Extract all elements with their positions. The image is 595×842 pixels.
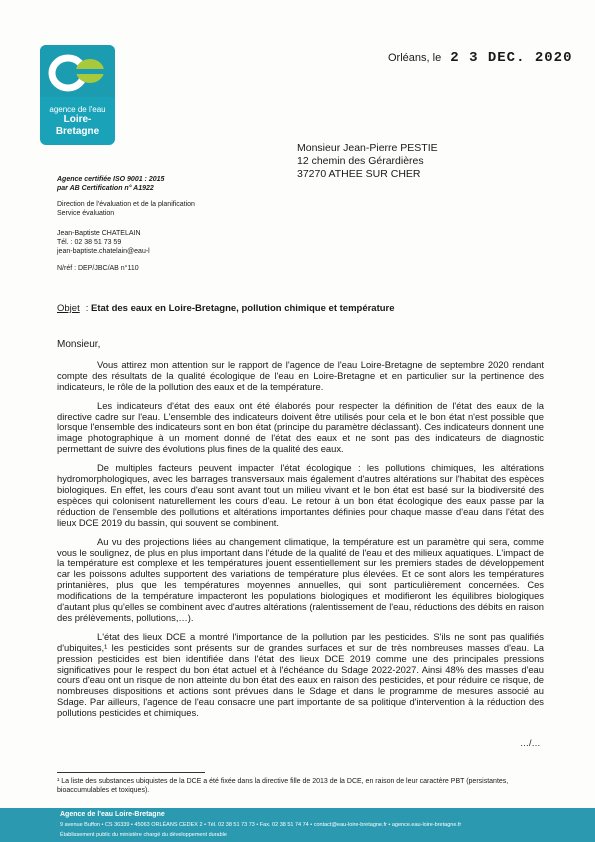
footnote-rule: [57, 772, 205, 773]
letter-body: [57, 340, 544, 727]
footer-agency-name: Agence de l'eau Loire-Bretagne: [60, 811, 165, 818]
agency-logo: [40, 45, 115, 145]
date-stamp: 2 3 DEC. 2020: [450, 50, 573, 66]
logo-line2: Loire-Bretagne: [55, 114, 100, 137]
paragraph: L'état des lieux DCE a montré l'importance de la pollution par les pesticides. S'ils ne sont pas qualifiés d'ubiquites,¹ les pesticides sont présents sur de grandes surfaces et sur de très nombreuses masses d'eau. La pression pesticides est bien identifiée dans l'état des lieux DCE 2019 comme une des principales pressions significatives pour le respect du bon état actuel et à l'échéance du Sdage 2022-2027. Ainsi 48% des masses d'eau cours d'eau ont un risque de non atteinte du bon état des eaux en raison des pesticides, et pour réduire ce risque, de nombreuses dispositions et actions sont prévues dans le Sdage et dans le programme de mesures associé au Sdage. Par ailleurs, l'agence de l'eau consacre une part importante de sa politique d'intervention à la réduction des pollutions pesticides et chimiques.: [57, 630, 544, 719]
logo-emblem: [40, 45, 115, 97]
certification: [57, 175, 164, 193]
continuation-mark: …/…: [520, 738, 541, 748]
paragraph: Vous attirez mon attention sur le rapport de l'agence de l'eau Loire-Bretagne de septembre 2020 rendant compte des résultats de la qualité écologique de l'eau en Loire-Bretagne et en particulier sur la pertinence des indicateurs, le rôle de la pollution des eaux et de la température.: [57, 358, 544, 392]
recipient-city: 37270 ATHEE SUR CHER: [297, 168, 421, 180]
paragraph: Au vu des projections liées au changement climatique, la température est un paramètre qui sera, comme vous le soulignez, de plus en plus important dans l'étude de la qualité de l'eau et des milieux aquatiques. L'impact de la température est complexe et les températures jouent essentiellement sur les premiers stades de développement car les poissons adultes supportent des variations de température plus élevées. Et ce sont alors les températures printanières, plus que les températures moyennes annuelles, qui sont particulièrement concernées. Ces modifications de la température impacteront les populations biologiques et modifieront les équilibres biologiques d'autant plus qu'elles se combinent avec d'autres altérations (ralentissement de l'eau, réductions des débits en raison des prélèvements, pollutions,…).: [57, 535, 544, 623]
footer-status: Établissement public du ministère chargé du développement durable: [60, 832, 227, 838]
sender-name: Jean-Baptiste CHATELAIN: [57, 230, 141, 237]
salutation: Monsieur,: [57, 339, 101, 350]
subject-text: Etat des eaux en Loire-Bretagne, pollution chimique et température: [91, 303, 395, 314]
logo-line1: agence de l'eau: [49, 105, 106, 114]
date-city: Orléans, le: [388, 52, 442, 64]
subject-line: Objet : Etat des eaux en Loire-Bretagne, pollution chimique et température: [57, 303, 395, 314]
paragraph: Les indicateurs d'état des eaux ont été élaborés pour respecter la définition de l'état des eaux de la directive cadre sur l'eau. L'ensemble des indicateurs doivent être utilisés pour cela et le bon état n'est possible que lorsque l'ensemble des indicateurs sont en bon état (principe du paramètre déclassant). Ces indicateurs donnent une image photographique à un moment donné de l'état des eaux et ne sont pas des indicateurs de diagnostic permettant de suivre des évolutions plus fines de la qualité des eaux.: [57, 399, 544, 455]
footer-address: 9 avenue Buffon • CS 36339 • 45063 ORLÉANS CEDEX 2 • Tél. 02 38 51 73 73 • Fax. 02 38 51 74 74 • contact@eau-loire-bretagne.fr • agence.eau-loire-bretagne.fr: [60, 822, 462, 828]
footnote: ¹ La liste des substances ubiquistes de la DCE a été fixée dans la directive fille de 2013 de la DCE, en raison de leur caractère PBT (persistantes, bioaccumulables et toxiques).: [57, 778, 509, 794]
sender-contact: [57, 229, 150, 256]
letter-date: [388, 50, 572, 66]
reference: N/réf : DEP/JBC/AB n°110: [57, 265, 139, 272]
sender-phone: Tél. : 02 38 51 73 59: [57, 239, 122, 246]
page-footer: [0, 808, 595, 842]
paragraph: De multiples facteurs peuvent impacter l'état écologique : les pollutions chimiques, les altérations hydromorphologiques, avec les barrages transversaux mais également d'autres altérations sur l'habitat des espèces biologiques. En effet, les cours d'eau sont avant tout un milieu vivant et le bon état est basé sur la biodiversité des espèces qui colonisent naturellement les cours d'eau. Le retour à un bon état écologique des eaux passe par la réduction de l'ensemble des pollutions et altérations importantes définies pour chaque masse d'eau dans l'état des lieux DCE 2019 du bassin, qui souvent se combinent.: [57, 462, 544, 528]
certification-line2: par AB Certification n° A1922: [57, 185, 154, 192]
sender-email: jean-baptiste.chatelain@eau-l: [57, 248, 150, 255]
subject-label: Objet: [57, 303, 80, 314]
recipient-name: Monsieur Jean-Pierre PESTIE: [297, 142, 438, 154]
direction: [57, 200, 195, 218]
recipient-street: 12 chemin des Gérardières: [297, 155, 424, 167]
direction-name: Direction de l'évaluation et de la planification: [57, 201, 195, 208]
recipient-address: [297, 142, 438, 181]
service-name: Service évaluation: [57, 210, 115, 217]
certification-line1: Agence certifiée ISO 9001 : 2015: [57, 176, 165, 183]
